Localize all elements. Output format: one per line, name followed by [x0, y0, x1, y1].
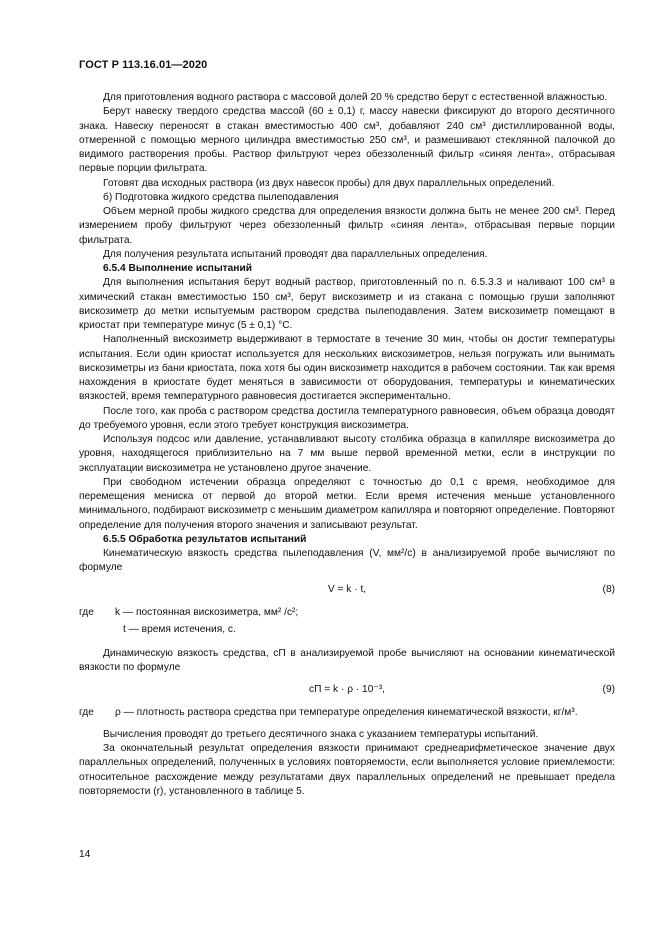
where-item: k — постоянная вискозиметра, мм² /с²;	[115, 606, 299, 618]
paragraph: Для выполнения испытания берут водный раствор, приготовленный по п. 6.5.3.3 и наливают 100 см³ в химический стакан вместимостью 150 см³, берут вискозиметр и из стакана с помощью груши заполняют вискозиметр до метки испытуемым раствором средства пылеподавления. Затем вискозиметр помещают в криостат при температуре минус (5 ± 0,1) °С.	[79, 277, 615, 331]
section-heading: 6.5.4 Выполнение испытаний	[103, 263, 252, 274]
document-header: ГОСТ Р 113.16.01—2020	[79, 59, 208, 71]
where-label: где	[79, 706, 94, 718]
paragraph: Используя подсос или давление, устанавливают высоту столбика образца в капилляре вискозиметра до уровня, находящегося приблизительно на 7 мм выше первой временной метки, если в инструкции по эксплуатации вискозиметра не установлено другое значение.	[79, 434, 615, 474]
paragraph: Вычисления проводят до третьего десятичного знака с указанием температуры испытаний.	[103, 728, 539, 740]
document-body	[79, 91, 615, 799]
paragraph: Для приготовления водного раствора с массовой долей 20 % средство берут с естественной влажностью.	[103, 92, 608, 103]
spacer	[79, 720, 615, 728]
paragraph: Наполненный вискозиметр выдерживают в термостате в течение 30 мин, чтобы он достиг температуры испытания. Если один криостат используется для нескольких вискозиметров, нельзя погружать или вынимать вискозиметры из бани криостата, пока хотя бы один вискозиметр находится в рабочем состоянии. Так как время нахождения в криостате будет меняться в зависимости от оборудования, температуры и кинематических вязкостей, время температурного равновесия достигается экспериментально.	[79, 334, 615, 403]
formula-number: (9)	[602, 683, 615, 695]
formula-expression: V = k · t,	[327, 583, 367, 595]
section-heading: 6.5.5 Обработка результатов испытаний	[103, 533, 307, 545]
formula-8	[79, 576, 615, 606]
where-block	[79, 606, 615, 638]
spacer	[79, 637, 615, 647]
paragraph: При свободном истечении образца определяют с точностью до 0,1 с время, необходимое для перемещения мениска от первой до второй метки. Если время истечения меньше установленного минимального, подбирают вискозиметр с меньшим диаметром капилляра и повторяют определение. Повторяют определение для получения второго значения и записывают результат.	[79, 476, 615, 531]
paragraph: Кинематическую вязкость средства пылеподавления (V, мм²/с) в анализируемой пробе вычисляют по формуле	[79, 548, 615, 574]
formula-9	[79, 676, 615, 706]
paragraph: Для получения результата испытаний проводят два параллельных определения.	[103, 248, 488, 260]
where-block	[79, 706, 615, 720]
subsection-label: б) Подготовка жидкого средства пылеподавления	[103, 191, 339, 203]
paragraph: После того, как проба с раствором средства достигла температурного равновесия, объем образца доводят до требуемого уровня, если этого требует конструкция вискозиметра.	[79, 405, 615, 431]
page-number: 14	[79, 849, 91, 860]
paragraph: Готовят два исходных раствора (из двух навесок пробы) для двух параллельных определений.	[103, 177, 555, 189]
formula-expression: сП = k · ρ · 10⁻³,	[309, 683, 385, 695]
paragraph: Объем мерной пробы жидкого средства для определения вязкости должна быть не менее 200 см³. Перед измерением пробу фильтруют через обеззоленный фильтр «синяя лента», отбрасывая первые порции фильтрата.	[79, 206, 615, 246]
paragraph: Динамическую вязкость средства, сП в анализируемой пробе вычисляют на основании кинематической вязкости по формуле	[79, 648, 615, 674]
where-label: где	[79, 606, 94, 618]
where-item: ρ — плотность раствора средства при температуре определения кинематической вязкости, кг/м³.	[115, 706, 578, 718]
where-item: t — время истечения, с.	[123, 623, 236, 635]
formula-number: (8)	[602, 583, 615, 595]
paragraph: Берут навеску твердого средства массой (60 ± 0,1) г, массу навески фиксируют до второго десятичного знака. Навеску переносят в стакан вместимостью 400 см³, добавляют 240 см³ дистиллированной воды, отмеренной с помощью мерного цилиндра вместимостью 250 см³, и размешивают стеклянной палочкой до видимого растворения пробы. Раствор фильтруют через обеззоленный фильтр «синяя лента», отбрасывая первые порции фильтрата.	[79, 106, 615, 175]
paragraph: За окончательный результат определения вязкости принимают среднеарифметическое значение двух параллельных определений, полученных в условиях повторяемости, если выполняется условие приемлемости: относительное расхождение между результатами двух параллельных определений не превышает предела повторяемости (r), установленного в таблице 5.	[79, 743, 615, 797]
